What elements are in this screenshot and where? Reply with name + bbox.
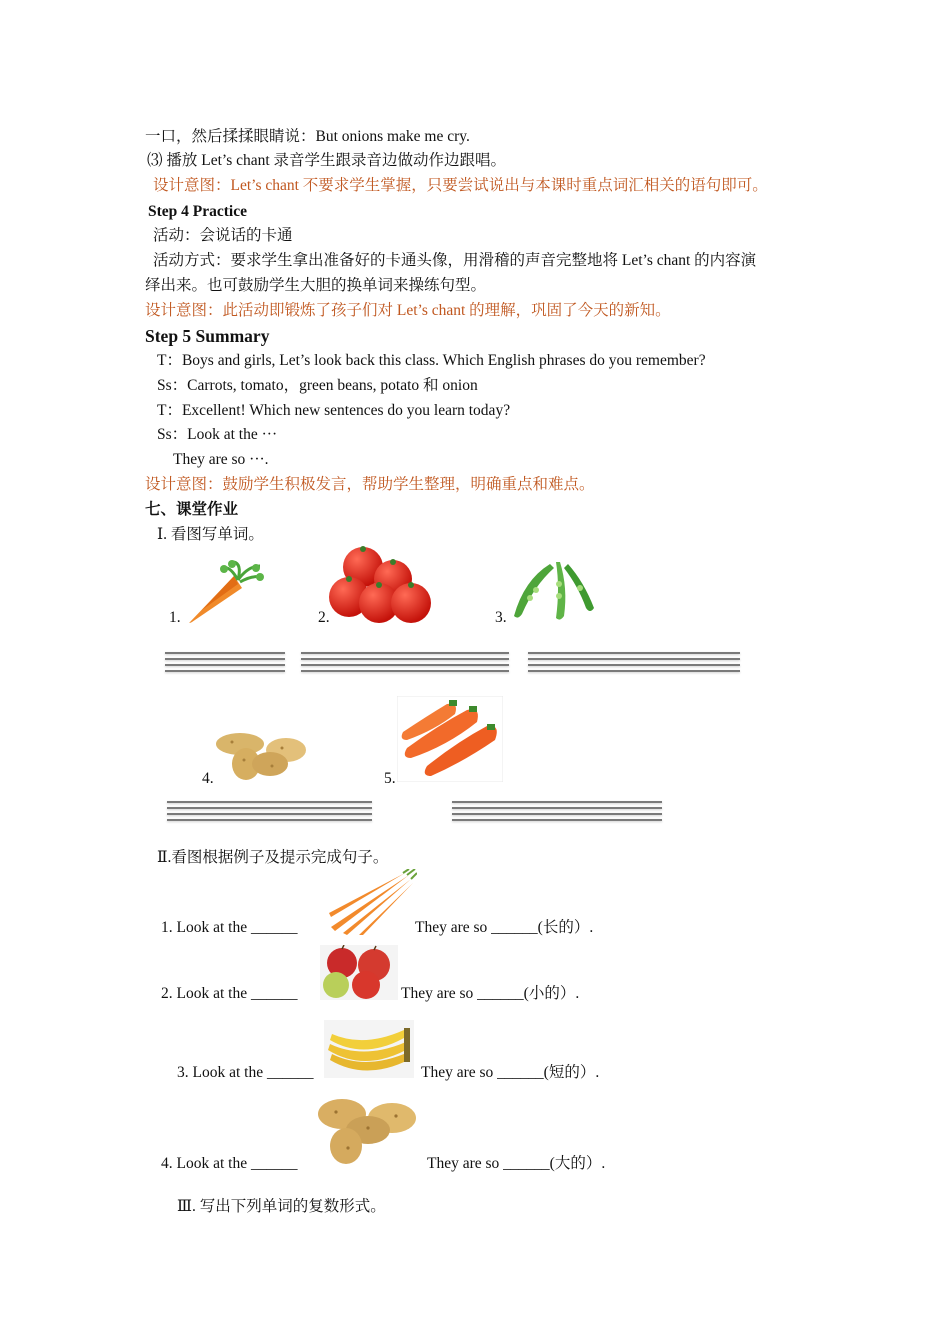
sentence-right: They are so ______(短的）. xyxy=(421,1064,600,1081)
sentence-left: 4. Look at the ______ xyxy=(161,1155,298,1172)
item-number: 3. xyxy=(495,609,507,626)
writing-lines xyxy=(167,801,372,825)
item-number: 4. xyxy=(202,770,214,787)
exercise-title: Ⅱ.看图根据例子及提示完成句子。 xyxy=(157,849,389,866)
text-line: 一口，然后揉揉眼睛说：But onions make me cry. xyxy=(145,128,470,145)
sentence-left: 2. Look at the ______ xyxy=(161,985,298,1002)
carrots-picture xyxy=(325,869,417,935)
potatoes-picture xyxy=(212,730,308,782)
sentence-left: 3. Look at the ______ xyxy=(177,1064,314,1081)
dialogue-line: Ss：Carrots, tomato，green beans, potato 和 onion xyxy=(157,377,478,394)
step-heading: Step 5 Summary xyxy=(145,326,270,346)
writing-lines xyxy=(165,652,285,676)
bananas-picture xyxy=(324,1020,414,1078)
item-number: 2. xyxy=(318,609,330,626)
item-number: 1. xyxy=(169,609,181,626)
sentence-left: 1. Look at the ______ xyxy=(161,919,298,936)
carrots-picture xyxy=(397,696,503,782)
text-line: 活动方式：要求学生拿出准备好的卡通头像，用滑稽的声音完整地将 Let’s chant 的内容演 xyxy=(153,252,757,269)
sentence-right: They are so ______(长的）. xyxy=(415,919,594,936)
design-intent: 设计意图：Let’s chant 不要求学生掌握，只要尝试说出与本课时重点词汇相关的语句即可。 xyxy=(153,177,768,194)
design-intent: 设计意图：此活动即锻炼了孩子们对 Let’s chant 的理解，巩固了今天的新知。 xyxy=(145,302,671,319)
dialogue-line: Ss：Look at the ··· xyxy=(157,426,278,443)
text-line: 绎出来。也可鼓励学生大胆的换单词来操练句型。 xyxy=(145,277,487,294)
tomatoes-picture xyxy=(327,545,433,625)
step-heading: Step 4 Practice xyxy=(148,203,247,220)
sentence-right: They are so ______(小的）. xyxy=(401,985,580,1002)
potatoes-picture xyxy=(312,1094,420,1166)
apples-picture xyxy=(320,945,398,1000)
green-beans-picture xyxy=(510,558,598,622)
text-line: 活动：会说话的卡通 xyxy=(153,227,293,244)
exercise-title: Ⅲ. 写出下列单词的复数形式。 xyxy=(177,1198,386,1215)
dialogue-line: T：Boys and girls, Let’s look back this class. Which English phrases do you remember? xyxy=(157,352,706,369)
writing-lines xyxy=(528,652,740,676)
dialogue-line: They are so ···. xyxy=(173,451,269,468)
section-heading: 七、课堂作业 xyxy=(145,501,239,518)
design-intent: 设计意图：鼓励学生积极发言，帮助学生整理，明确重点和难点。 xyxy=(145,476,595,493)
carrot-picture xyxy=(182,560,264,626)
exercise-title: Ⅰ. 看图写单词。 xyxy=(157,526,264,543)
item-number: 5. xyxy=(384,770,396,787)
sentence-right: They are so ______(大的）. xyxy=(427,1155,606,1172)
writing-lines xyxy=(452,801,662,825)
text-line: ⑶ 播放 Let’s chant 录音学生跟录音边做动作边跟唱。 xyxy=(147,152,507,169)
dialogue-line: T：Excellent! Which new sentences do you learn today? xyxy=(157,402,511,419)
writing-lines xyxy=(301,652,509,676)
